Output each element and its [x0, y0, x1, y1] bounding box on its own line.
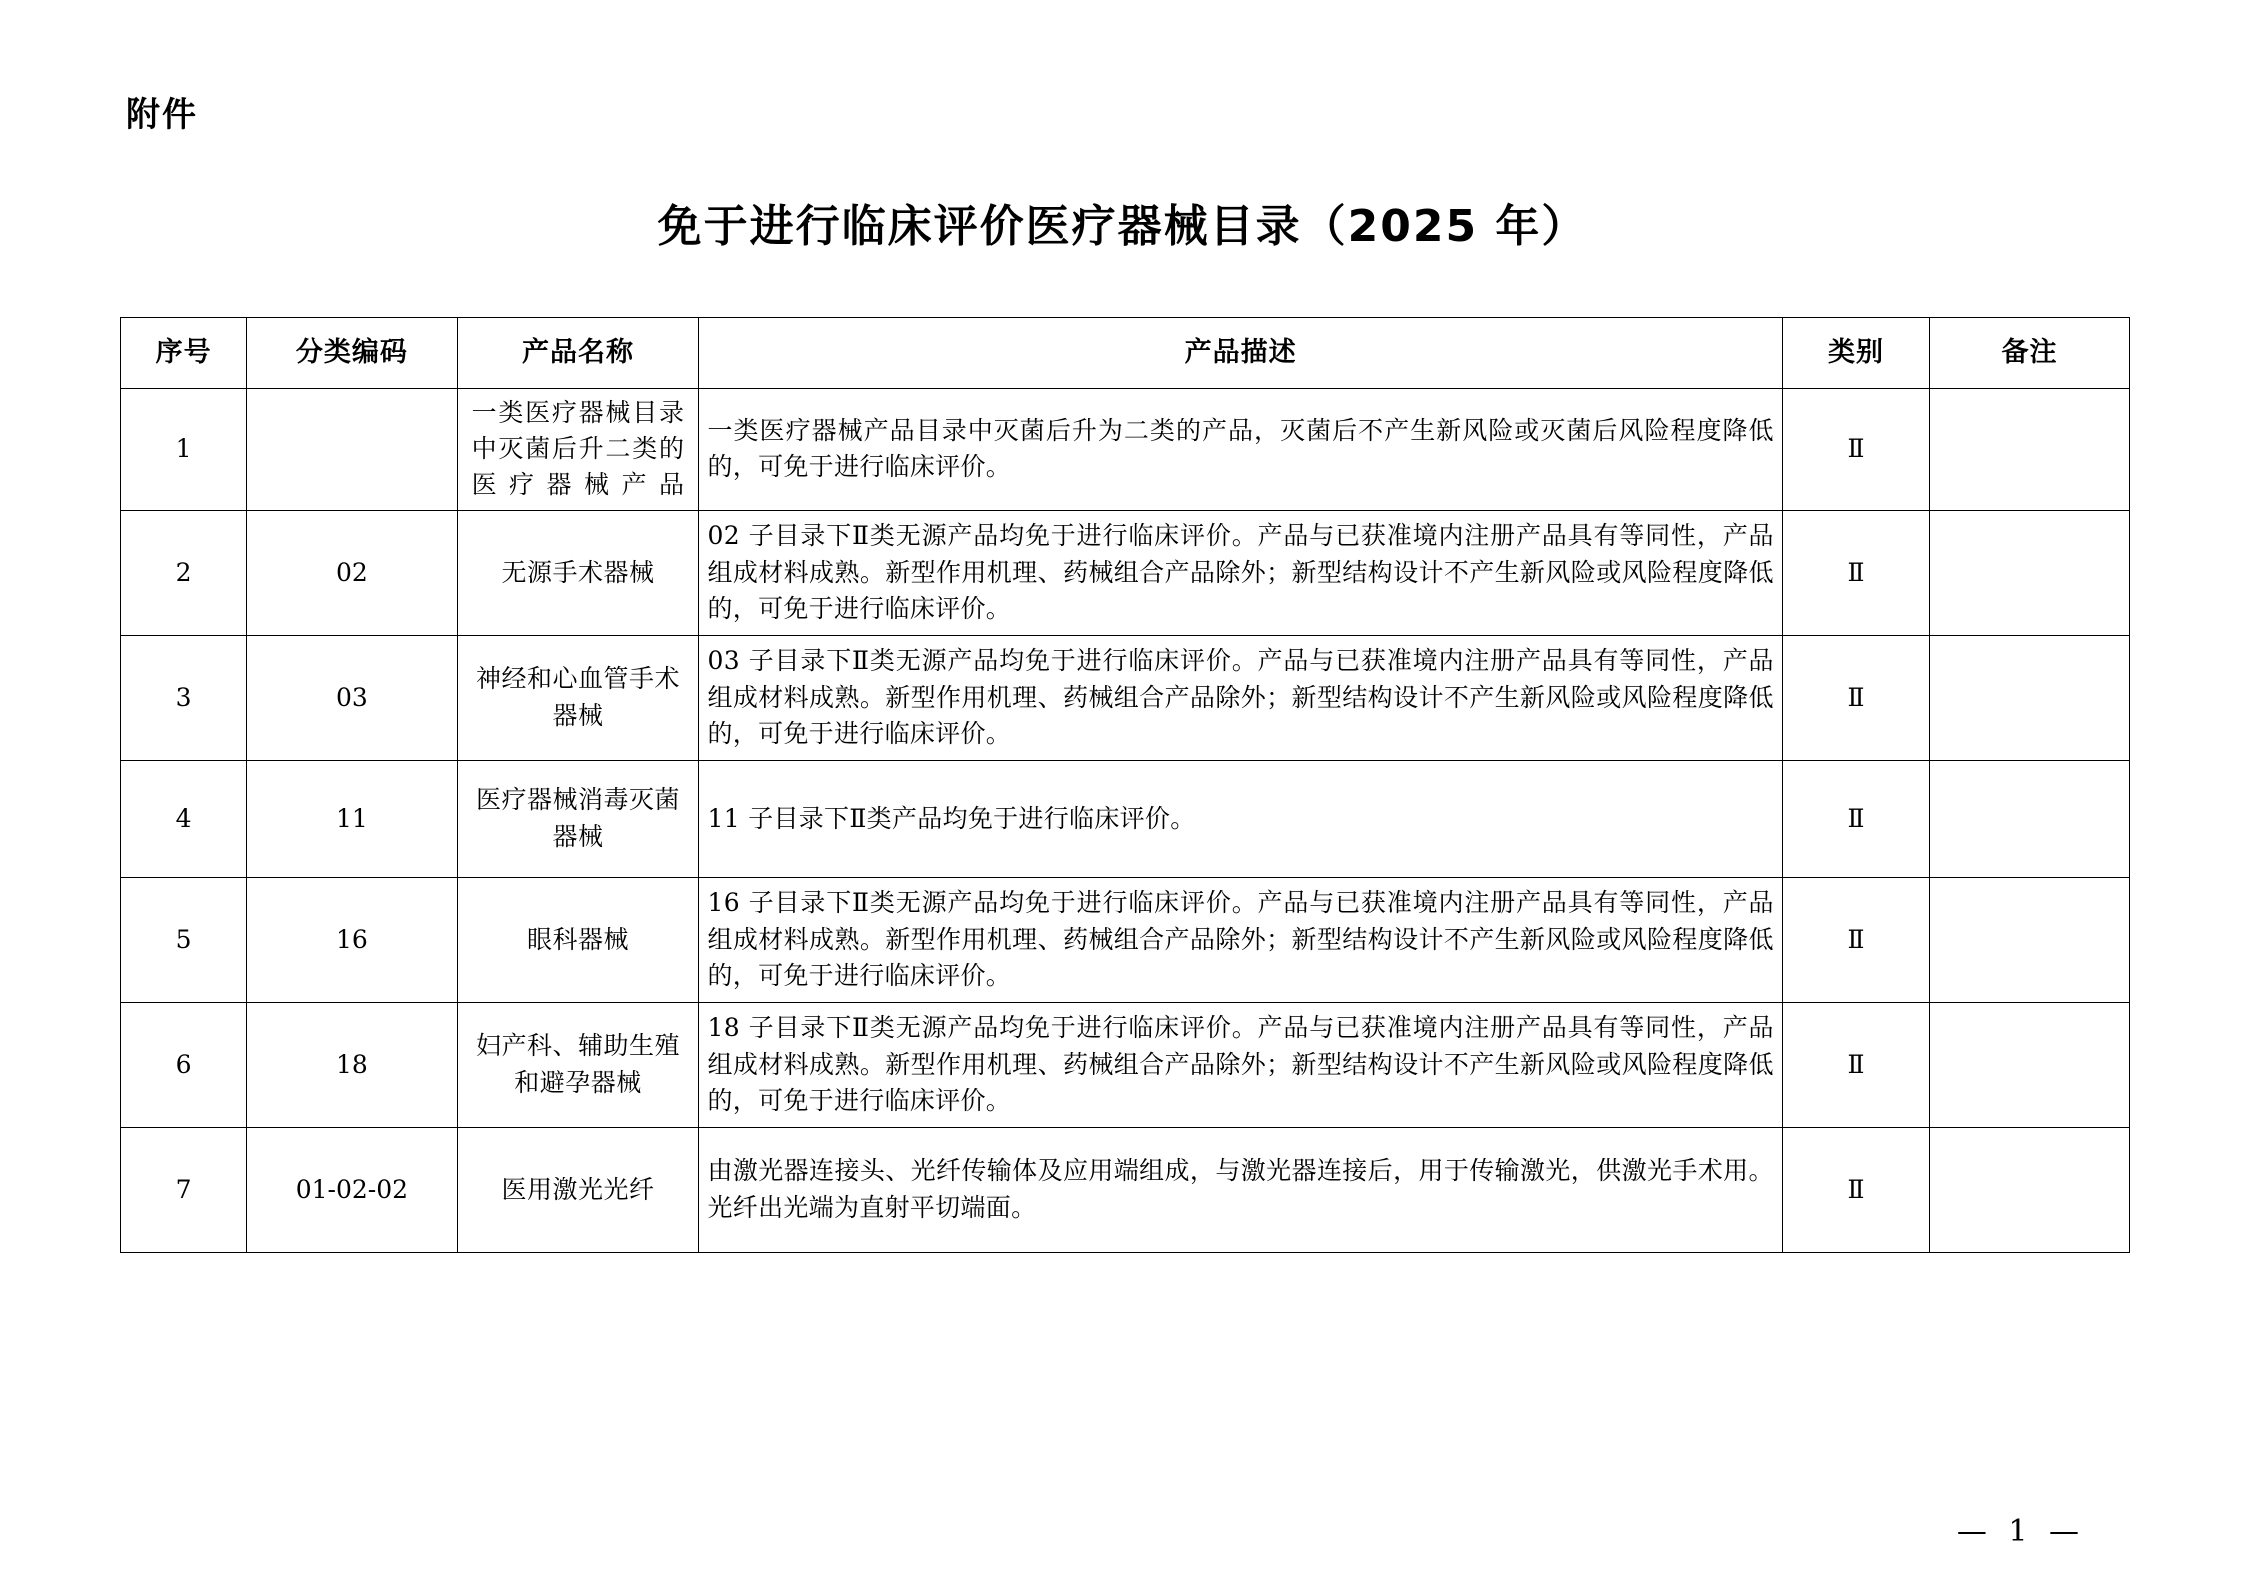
cell-product-description: 由激光器连接头、光纤传输体及应用端组成，与激光器连接后，用于传输激光，供激光手术用。光纤出光端为直射平切端面。 — [699, 1127, 1782, 1252]
column-header-note: 备注 — [1930, 317, 2130, 388]
column-header-product-description: 产品描述 — [699, 317, 1782, 388]
attachment-label: 附件 — [126, 95, 198, 135]
cell-note — [1930, 1127, 2130, 1252]
catalog-table — [120, 317, 2130, 1253]
cell-code — [247, 388, 457, 510]
cell-product-name: 医疗器械消毒灭菌器械 — [457, 760, 699, 877]
column-header-index: 序号 — [121, 317, 247, 388]
cell-code: 01-02-02 — [247, 1127, 457, 1252]
table-row — [121, 635, 2130, 760]
cell-index: 6 — [121, 1002, 247, 1127]
cell-product-description: 02 子目录下Ⅱ类无源产品均免于进行临床评价。产品与已获准境内注册产品具有等同性，产品组成材料成熟。新型作用机理、药械组合产品除外；新型结构设计不产生新风险或风险程度降低的，可免于进行临床评价。 — [699, 510, 1782, 635]
cell-index: 2 — [121, 510, 247, 635]
cell-product-name: 妇产科、辅助生殖和避孕器械 — [457, 1002, 699, 1127]
cell-index: 3 — [121, 635, 247, 760]
cell-category: Ⅱ — [1782, 1002, 1929, 1127]
cell-note — [1930, 388, 2130, 510]
cell-index: 1 — [121, 388, 247, 510]
cell-index: 4 — [121, 760, 247, 877]
column-header-product-name: 产品名称 — [457, 317, 699, 388]
cell-code: 16 — [247, 877, 457, 1002]
cell-code: 03 — [247, 635, 457, 760]
cell-product-name: 一类医疗器械目录中灭菌后升二类的医疗器械产品 — [457, 388, 699, 510]
cell-category: Ⅱ — [1782, 760, 1929, 877]
cell-product-name: 神经和心血管手术器械 — [457, 635, 699, 760]
cell-product-name: 医用激光光纤 — [457, 1127, 699, 1252]
table-row — [121, 877, 2130, 1002]
cell-code: 11 — [247, 760, 457, 877]
cell-product-description: 11 子目录下Ⅱ类产品均免于进行临床评价。 — [699, 760, 1782, 877]
cell-category: Ⅱ — [1782, 635, 1929, 760]
column-header-code: 分类编码 — [247, 317, 457, 388]
cell-category: Ⅱ — [1782, 388, 1929, 510]
cell-note — [1930, 877, 2130, 1002]
cell-index: 5 — [121, 877, 247, 1002]
page-title: 免于进行临床评价医疗器械目录（2025 年） — [657, 200, 1588, 252]
cell-product-description: 03 子目录下Ⅱ类无源产品均免于进行临床评价。产品与已获准境内注册产品具有等同性，产品组成材料成熟。新型作用机理、药械组合产品除外；新型结构设计不产生新风险或风险程度降低的，可免于进行临床评价。 — [699, 635, 1782, 760]
cell-note — [1930, 510, 2130, 635]
table-row — [121, 1002, 2130, 1127]
cell-product-description: 一类医疗器械产品目录中灭菌后升为二类的产品，灭菌后不产生新风险或灭菌后风险程度降低的，可免于进行临床评价。 — [699, 388, 1782, 510]
cell-note — [1930, 1002, 2130, 1127]
table-row — [121, 1127, 2130, 1252]
cell-category: Ⅱ — [1782, 877, 1929, 1002]
cell-note — [1930, 760, 2130, 877]
cell-index: 7 — [121, 1127, 247, 1252]
cell-product-name: 眼科器械 — [457, 877, 699, 1002]
cell-product-description: 18 子目录下Ⅱ类无源产品均免于进行临床评价。产品与已获准境内注册产品具有等同性，产品组成材料成熟。新型作用机理、药械组合产品除外；新型结构设计不产生新风险或风险程度降低的，可免于进行临床评价。 — [699, 1002, 1782, 1127]
cell-note — [1930, 635, 2130, 760]
cell-category: Ⅱ — [1782, 1127, 1929, 1252]
column-header-category: 类别 — [1782, 317, 1929, 388]
table-row — [121, 388, 2130, 510]
table-row — [121, 760, 2130, 877]
cell-category: Ⅱ — [1782, 510, 1929, 635]
table-header-row — [121, 317, 2130, 388]
table-row — [121, 510, 2130, 635]
cell-product-description: 16 子目录下Ⅱ类无源产品均免于进行临床评价。产品与已获准境内注册产品具有等同性，产品组成材料成熟。新型作用机理、药械组合产品除外；新型结构设计不产生新风险或风险程度降低的，可免于进行临床评价。 — [699, 877, 1782, 1002]
cell-code: 02 — [247, 510, 457, 635]
page-number: — 1 — — [1956, 1514, 2085, 1549]
cell-product-name: 无源手术器械 — [457, 510, 699, 635]
cell-code: 18 — [247, 1002, 457, 1127]
